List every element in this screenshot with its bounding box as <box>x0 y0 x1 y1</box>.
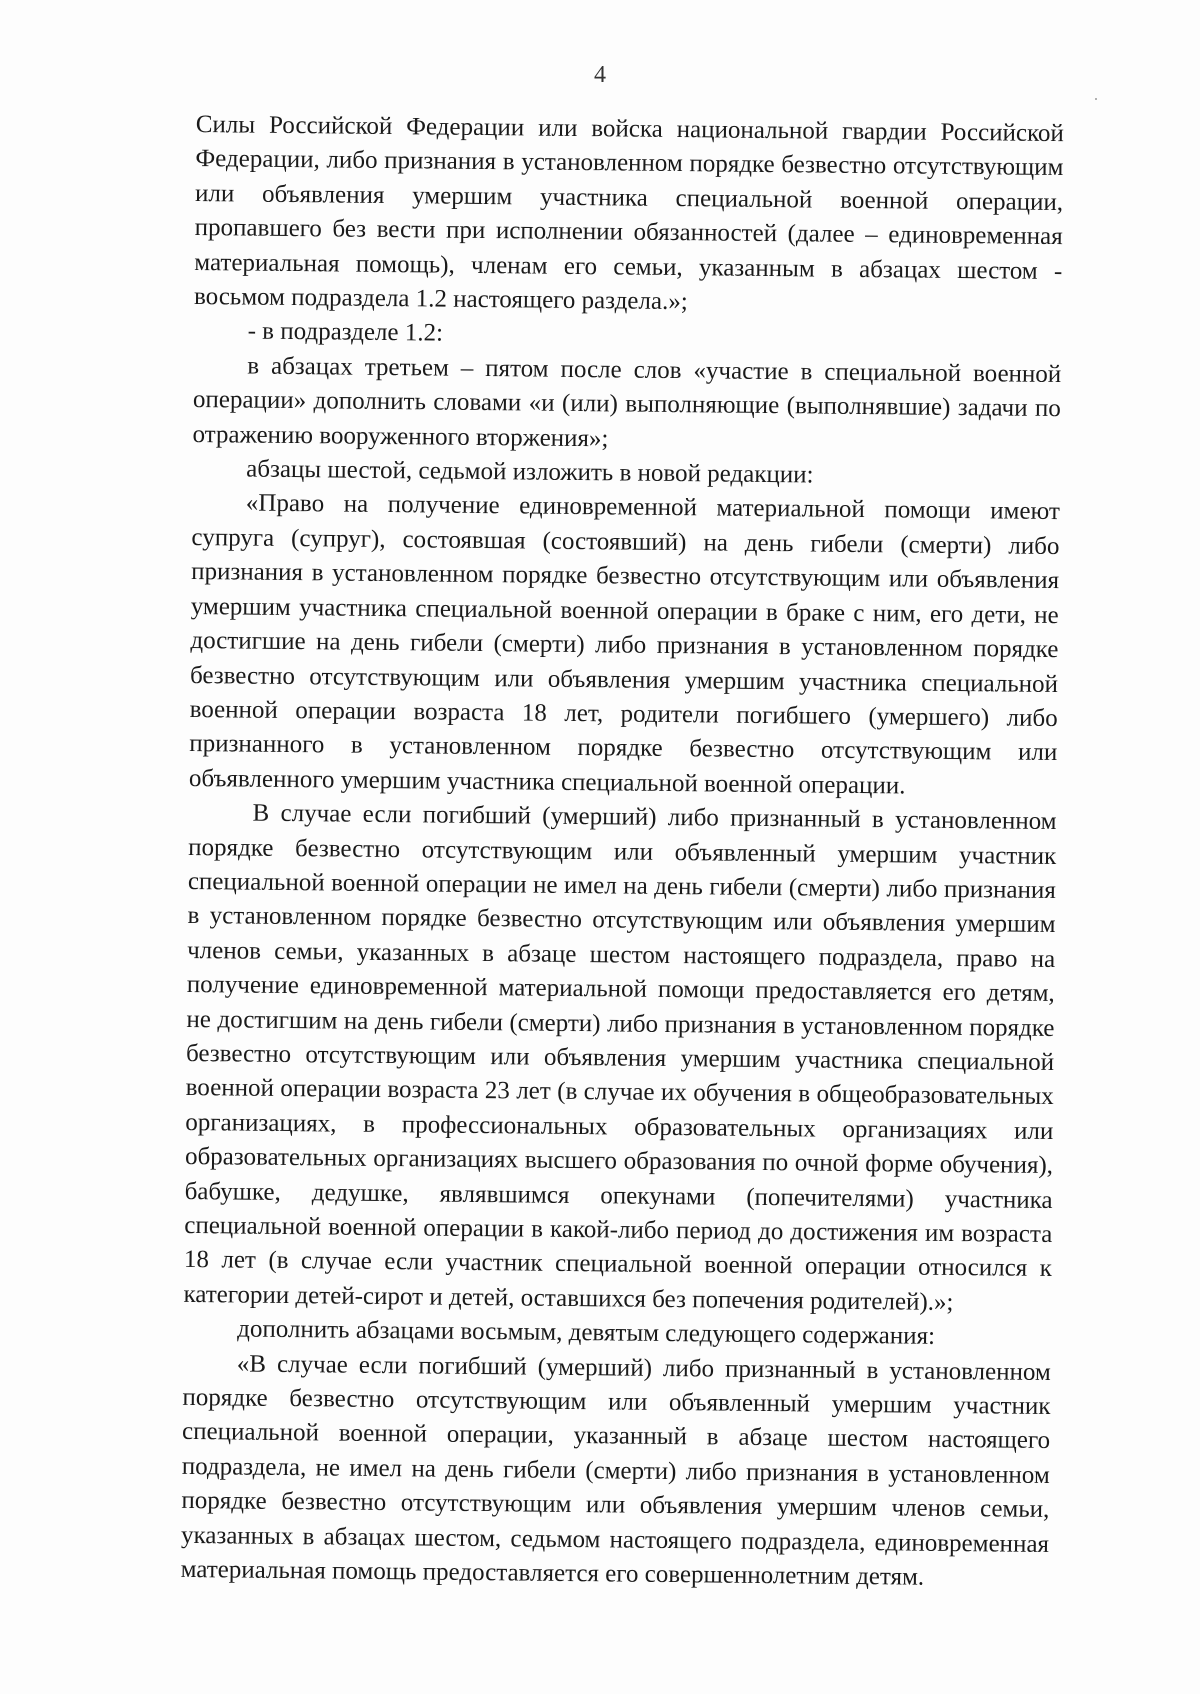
paragraph-amendment-6-7: абзацы шестой, седьмой изложить в новой редакции: <box>246 455 814 489</box>
paragraph-quoted-case: В случае если погибший (умерший) либо признанный в установленном порядке безвестно отсутствующим или объявленный умершим участник специальной военной операции не имел на день гибели (смерти) либо признания в установленном порядке безвестно отсутствующим или объявления умершим членов семьи, указанных в абзаце шестом настоящего подраздела, право на получение единовременной материальной помощи предоставляется его детям, не достигшим на день гибели (смерти) либо признания в установленном порядке безвестно отсутствующим или объявления умершим участника специальной военной операции возраста 23 лет (в случае их обучения в общеобразовательных организациях, в профессиональных образовательных организациях или образовательных организациях высшего образования по очной форме обучения), бабушке, дедушке, являвшимся опекунами (попечителями) участника специальной военной операции в какой-либо период до достижения им возраста 18 лет (в случае если участник специальной военной операции относился к категории детей-сирот и детей, оставшихся без попечения родителей).»; <box>183 799 1057 1316</box>
paragraph-subsection-ref: - в подразделе 1.2: <box>247 317 444 348</box>
paragraph-add-8-9: дополнить абзацами восьмым, девятым следующего содержания: <box>237 1315 936 1351</box>
scan-speck <box>1095 98 1097 100</box>
paragraph-quoted-right: «Право на получение единовременной материальной помощи имеют супруга (супруг), состоявшая (состоявший) на день гибели (смерти) либо признания в установленном порядке безвестно отсутствующим или объявления умершим участника специальной военной операции в браке с ним, его дети, не достигшие на день гибели (смерти) либо признания в установленном порядке безвестно отсутствующим или объявления умершим участника специальной военной операции возраста 18 лет, родители погибшего (умершего) либо признанного в установленном порядке безвестно отсутствующим или объявленного умершим участника специальной военной операции. <box>188 490 1060 800</box>
document-body <box>181 108 1064 1596</box>
paragraph-amendment-3-5: в абзацах третьем – пятом после слов «участие в специальной военной операции» дополнить словами «и (или) выполняющие (выполнявшие) задачи по отражению вооруженного вторжения»; <box>192 352 1062 452</box>
paragraph-quoted-case-2: «В случае если погибший (умерший) либо признанный в установленном порядке безвестно отсутствующим или объявленный умершим участник специальной военной операции, указанный в абзаце шестом настоящего подраздела, не имел на день гибели (смерти) либо признания в установленном порядке безвестно отсутствующим или объявления умершим членов семьи, указанных в абзацах шестом, седьмом настоящего подраздела, единовременная материальная помощь предоставляется его совершеннолетним детям. <box>180 1350 1051 1591</box>
paragraph-continuation: Силы Российской Федерации или войска национальной гвардии Российской Федерации, либо признания в установленном порядке безвестно отсутствующим или объявления умершим участника специальной военной операции, пропавшего без вести при исполнении обязанностей (далее – единовременная материальная помощь), членам его семьи, указанным в абзацах шестом - восьмом подраздела 1.2 настоящего раздела.»; <box>193 110 1064 316</box>
page-number: 4 <box>594 62 606 88</box>
